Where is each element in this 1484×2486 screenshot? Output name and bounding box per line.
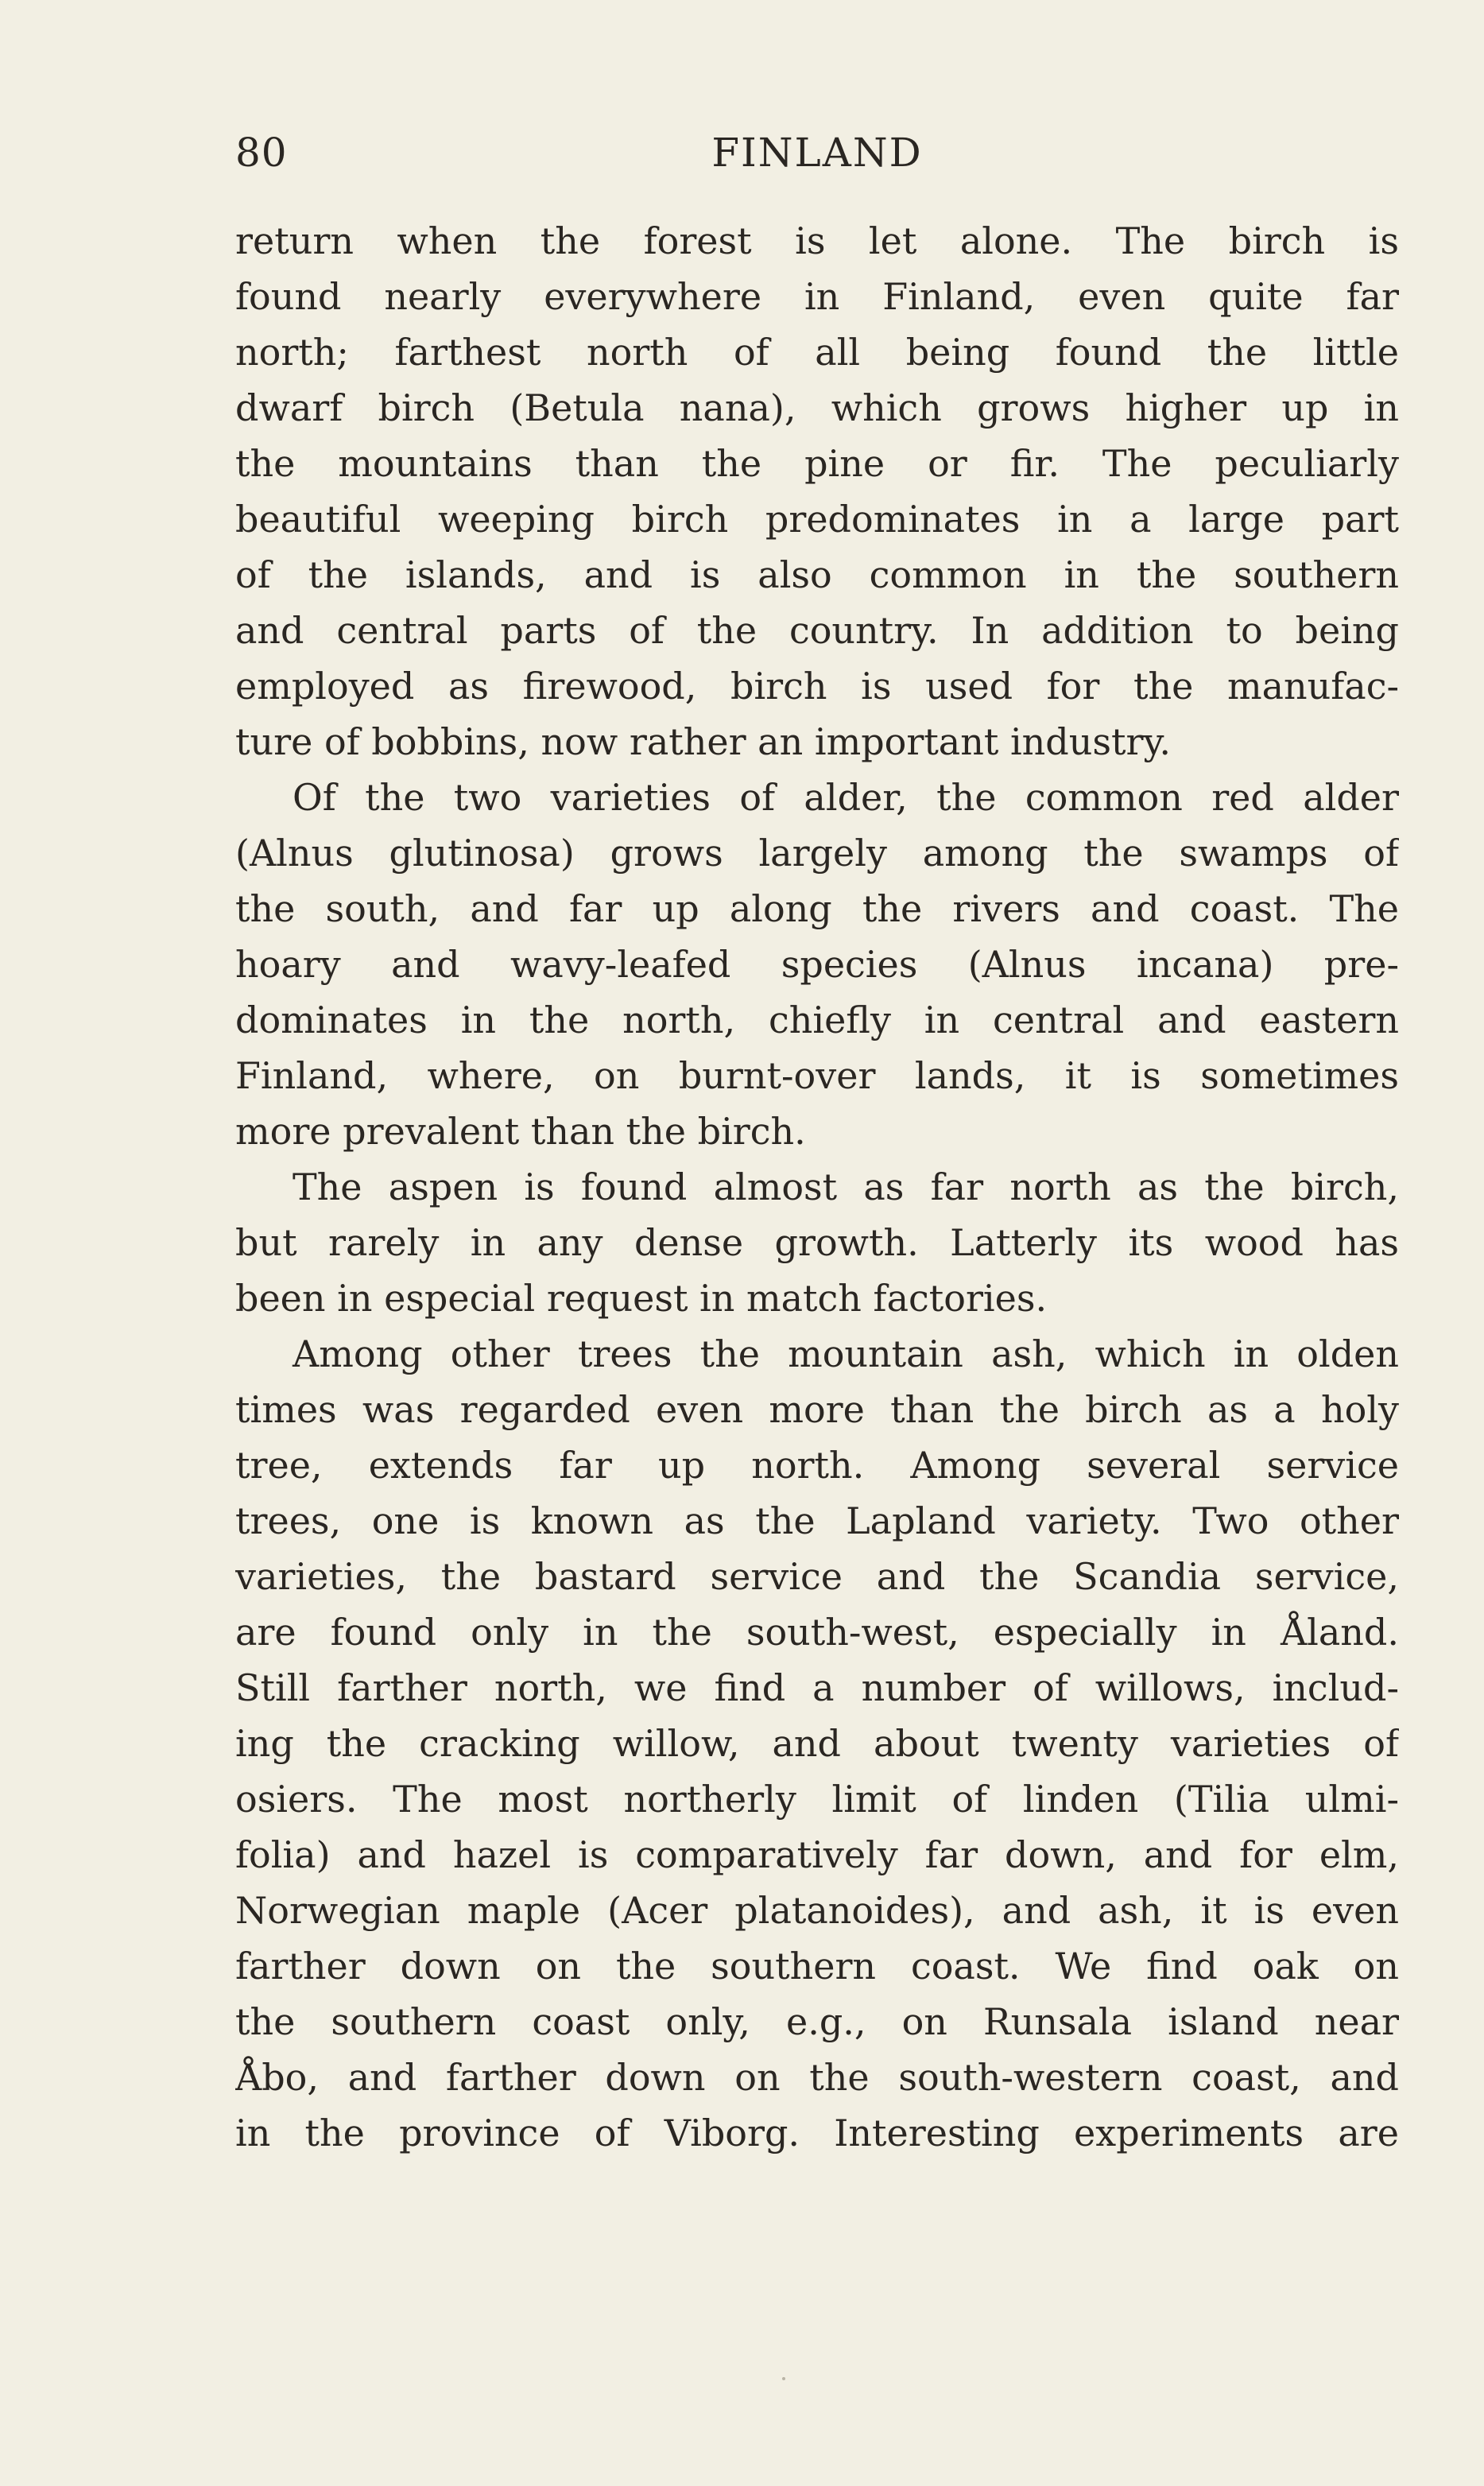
text-line: tree, extends far up north. Among several service — [235, 1444, 1399, 1487]
text-line: The aspen is found almost as far north as the birch, — [293, 1165, 1399, 1208]
text-line: times was regarded even more than the birch as a holy — [235, 1388, 1399, 1431]
text-line: hoary and wavy-leafed species (Alnus incana) pre- — [235, 943, 1399, 986]
text-line: trees, one is known as the Lapland variety. Two other — [235, 1499, 1399, 1542]
text-line: Still farther north, we find a number of willows, includ- — [235, 1666, 1399, 1709]
text-line: found nearly everywhere in Finland, even quite far — [235, 275, 1399, 318]
text-line: but rarely in any dense growth. Latterly its wood has — [235, 1221, 1399, 1264]
text-line: varieties, the bastard service and the Scandia service, — [235, 1555, 1399, 1598]
text-line: the southern coast only, e.g., on Runsala island near — [235, 2000, 1399, 2043]
text-line: in the province of Viborg. Interesting experiments are — [235, 2112, 1399, 2154]
text-line: (Alnus glutinosa) grows largely among the swamps of — [235, 832, 1399, 875]
text-line: Of the two varieties of alder, the common red alder — [293, 776, 1399, 819]
page-header — [235, 121, 1399, 184]
text-line: dwarf birch (Betula nana), which grows higher up in — [235, 386, 1399, 429]
text-line: ture of bobbins, now rather an important industry. — [235, 720, 1171, 763]
text-line: employed as firewood, birch is used for the manufac- — [235, 665, 1399, 708]
text-line: return when the forest is let alone. The birch is — [235, 219, 1399, 262]
scan-speck — [782, 2377, 785, 2380]
text-line: ing the cracking willow, and about twenty varieties of — [235, 1722, 1399, 1765]
text-line: been in especial request in match factories. — [235, 1277, 1048, 1320]
text-line: beautiful weeping birch predominates in a large part — [235, 498, 1399, 541]
text-line: of the islands, and is also common in the southern — [235, 553, 1399, 596]
text-line: Finland, where, on burnt-over lands, it is sometimes — [235, 1054, 1399, 1097]
text-line: folia) and hazel is comparatively far down, and for elm, — [235, 1833, 1399, 1876]
text-line: dominates in the north, chiefly in central and eastern — [235, 999, 1399, 1041]
text-line: osiers. The most northerly limit of linden (Tilia ulmi- — [235, 1778, 1399, 1821]
text-line: farther down on the southern coast. We find oak on — [235, 1945, 1399, 1988]
text-line: are found only in the south-west, especially in Åland. — [235, 1611, 1399, 1654]
text-line: Among other trees the mountain ash, which in olden — [293, 1332, 1399, 1375]
running-head: FINLAND — [711, 130, 923, 176]
text-line: Åbo, and farther down on the south-western coast, and — [235, 2056, 1399, 2099]
text-line: the south, and far up along the rivers and coast. The — [235, 887, 1399, 930]
text-line: the mountains than the pine or fir. The peculiarly — [235, 442, 1399, 485]
text-line: north; farthest north of all being found the little — [235, 331, 1399, 374]
body-text — [235, 213, 1399, 2161]
text-line: Norwegian maple (Acer platanoides), and ash, it is even — [235, 1889, 1399, 1932]
page-number: 80 — [235, 130, 288, 176]
text-line: and central parts of the country. In addition to being — [235, 609, 1399, 652]
text-line: more prevalent than the birch. — [235, 1110, 806, 1153]
